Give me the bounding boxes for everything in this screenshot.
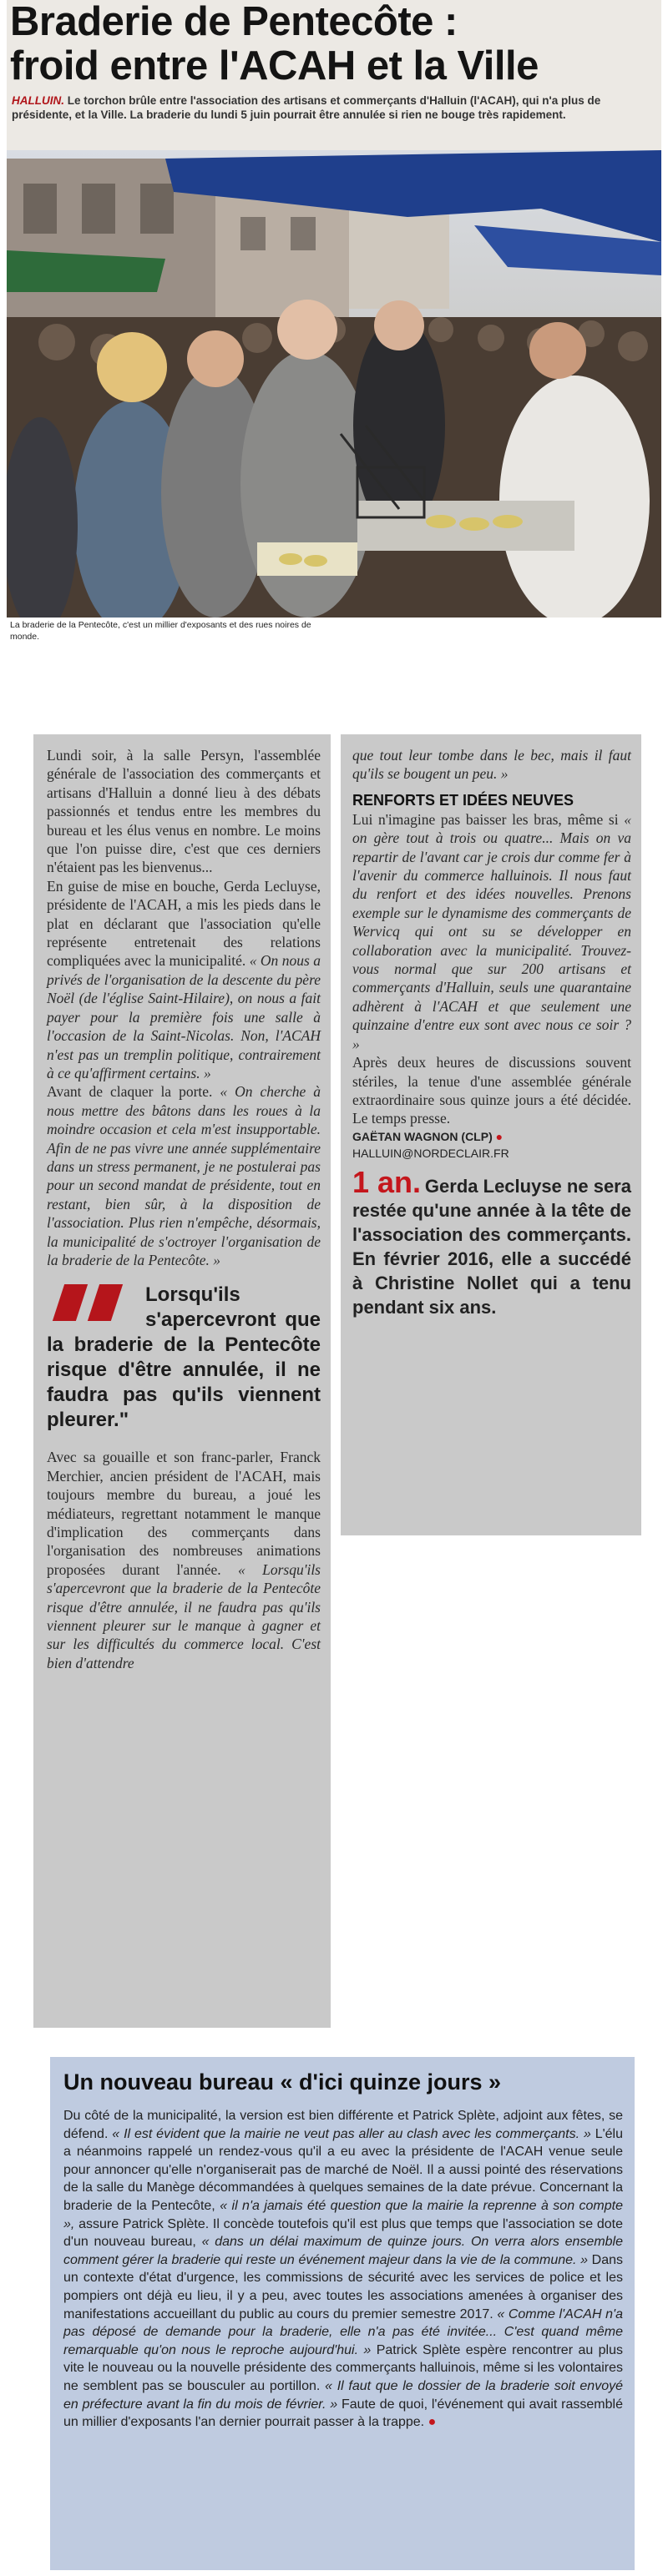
- paragraph: [352, 746, 631, 784]
- box-paragraph: [63, 2107, 623, 2432]
- box-quote: « Comme l'ACAH n'a pas déposé de demande pour la braderie, elle n'a pas été invitée... C'est quand même remarquable qu'on nous le reproche aujourd'hui. »: [63, 2306, 623, 2357]
- paragraph: [47, 1082, 321, 1269]
- paragraph-text: Lui n'imagine pas baisser les bras, même si: [352, 810, 619, 828]
- box-quote: « il n'a jamais été question que la mairie la reprenne à son compte »,: [63, 2198, 623, 2231]
- end-mark-icon: ●: [495, 1129, 504, 1143]
- paragraph-text: Avec sa gouaille et son franc-parler, Franck Merchier, ancien président de l'ACAH, mais toujours membre du bureau, a joué les médiateurs, regrettant notamment le manque d'implication des commerçants dans l'organisation des nombreuses animations proposées durant l'année.: [47, 1449, 321, 1578]
- box-title: Un nouveau bureau « d'ici quinze jours »: [63, 2069, 502, 2095]
- sidebar-box: [50, 2057, 635, 2570]
- paragraph-text: Avant de claquer la porte.: [47, 1083, 213, 1101]
- paragraph-quote: « Lorsqu'ils s'apercevront que la braderie de la Pentecôte risque d'être annulée, il ne faudra pas qu'ils viennent pleurer sur le manque à gagner et sur les difficultés du commerce local. C'est bien d'attendre: [47, 1560, 321, 1671]
- box-text: Faute de quoi, l'événement qui avait rassemblé un millier d'exposants l'an dernier pourrait passer à la trappe.: [63, 2397, 623, 2430]
- article-title-line-1: Braderie de Pentecôte :: [10, 0, 458, 44]
- key-figure: [352, 1164, 631, 1319]
- box-quote: « Il est évident que la mairie ne veut pas aller au clash avec les commerçants. »: [112, 2126, 591, 2141]
- article-header: [7, 0, 661, 150]
- paragraph: Après deux heures de discussions souvent stériles, la tenue d'une assemblée générale extraordinaire sous quinze jours a été décidée. Le temps presse.: [352, 1054, 631, 1127]
- box-text: Du côté de la municipalité, la version est bien différente et Patrick Splète, adjoint aux fêtes, se défend.: [63, 2109, 623, 2141]
- article-body-left-column: [33, 734, 331, 2028]
- key-figure-text: Gerda Lecluyse ne sera restée qu'une année à la tête de l'association des commerçants. En février 2016, elle a succédé à Christine Nollet qui a tenu pendant six ans.: [352, 1175, 631, 1318]
- article-body-right-column: [341, 734, 641, 1535]
- paragraph: [352, 810, 631, 1053]
- article-photo: [7, 150, 661, 618]
- author-email[interactable]: HALLUIN@NORDECLAIR.FR: [352, 1146, 509, 1160]
- author-name: GAËTAN WAGNON (CLP): [352, 1129, 493, 1143]
- paragraph: [47, 877, 321, 1082]
- box-text: Dans un contexte d'état d'urgence, les commissions de sécurité avec les services de police et les pompiers ont déjà eu lieu, il y a peu, avec toutes les associations amenées à organiser des manifestations accueillant du public au cours du premier semestre 2017.: [63, 2252, 624, 2321]
- box-quote: « Il faut que le dossier de la braderie soit envoyé en préfecture avant la fin du mois de février. »: [63, 2378, 623, 2412]
- paragraph: [47, 1448, 321, 1672]
- key-figure-value: 1 an.: [352, 1164, 422, 1199]
- paragraph-quote: « On cherche à nous mettre des bâtons dans les roues à la moindre occasion et cela m'est insupportable. Afin de ne pas vivre une année supplémentaire dans un stress permanent, je ne postulerai pas pour un second mandat de présidente, tout en restant, bien sûr, à la disposition de l'association. Plus rien n'empêche, désormais, la municipalité de s'octroyer l'organisation de la braderie de la Pentecôte. »: [47, 1083, 321, 1268]
- box-quote: « dans un délai maximum de quinze jours. On verra alors ensemble comment gérer la braderie qui reste un événement majeur dans la vie de la commune. »: [63, 2235, 624, 2267]
- paragraph-quote: « on gère tout à trois ou quatre... Mais on va repartir de l'avant car je crois dur comme fer à l'avenir du commerce halluinois. Il nous faut du renfort et des idées nouvelles. Prenons exemple sur le dynamisme des commerçants de Wervicq qui ont su se développer en collaboration avec la municipalité. Trouvez-vous normal que sur 200 artisans et commerçants d'Halluin, seuls une quarantaine adhèrent à l'ACAH et que seulement une quinzaine d'entre eux sont avec nous ce soir ? »: [352, 810, 631, 1052]
- box-text: L'élu a néanmoins rappelé un rendez-vous qu'il a eu avec la présidente de l'ACAH venue seule pour annoncer qu'elle n'organiserait pas de marché de Noël. Il a aussi pointé des réservations de la salle du Manège décommandées à quelques semaines de la date prévue. Concernant la braderie de la Pentecôte,: [63, 2126, 623, 2213]
- article-lead-text: Le torchon brûle entre l'association des artisans et commerçants d'Halluin (l'ACAH), qui n'a plus de présidente, et la Ville. La braderie du lundi 5 juin pourrait être annulée si rien ne bouge très rapidement.: [12, 94, 601, 121]
- paragraph-quote: que tout leur tombe dans le bec, mais il faut qu'ils se bougent un peu. »: [352, 747, 631, 783]
- article-title: [7, 0, 661, 88]
- article-city: HALLUIN.: [12, 94, 64, 107]
- box-text: Patrick Splète espère rencontrer au plus vite le nouveau ou la nouvelle présidente des commerçants halluinois, même si les volontaires ne semblent pas se bousculer au portillon.: [63, 2342, 623, 2393]
- end-mark-icon: ●: [428, 2415, 437, 2430]
- paragraph-text: En guise de mise en bouche, Gerda Lecluyse, présidente de l'ACAH, a mis les pieds dans le plat en déclarant que l'association qu'elle représente entretenait des relations compliquées avec la municipalité.: [47, 877, 321, 970]
- author-signature: [352, 1128, 631, 1162]
- paragraph: Lundi soir, à la salle Persyn, l'assemblée générale de l'association des commerçants et artisans d'Halluin a donné lieu à des débats passionnés et tendus entre les membres du bureau et les élus venus en nombre. Le moins que l'on puisse dire, c'est que ces derniers n'étaient pas les bienvenus...: [47, 747, 321, 876]
- paragraph-quote: « On nous a privés de l'organisation de la descente du père Noël (de l'église Saint-Hilaire), on nous a fait payer pour la première fois une salle à l'occasion de la Saint-Nicolas. Non, l'ACAH n'est pas un tremplin politique, contrairement à ce qu'affirment certains. »: [47, 952, 321, 1081]
- box-text: assure Patrick Splète. Il concède toutefois qu'il est plus que temps que l'association se dote d'un nouveau bureau,: [63, 2216, 623, 2250]
- article-title-line-2: froid entre l'ACAH et la Ville: [10, 43, 539, 88]
- pull-quote: [47, 1283, 321, 1433]
- section-subheading: RENFORTS ET IDÉES NEUVES: [352, 791, 574, 809]
- pull-quote-text: Lorsqu'ils s'apercevront que la braderie de la Pentecôte risque d'être annulée, il ne faudra pas qu'ils viennent pleurer.": [47, 1283, 321, 1432]
- quote-marks-icon: [47, 1283, 139, 1321]
- photo-caption: La braderie de la Pentecôte, c'est un millier d'exposants et des rues noires de monde.: [10, 620, 311, 642]
- braderie-crowd-image: [7, 150, 661, 618]
- article-lead: [7, 88, 661, 122]
